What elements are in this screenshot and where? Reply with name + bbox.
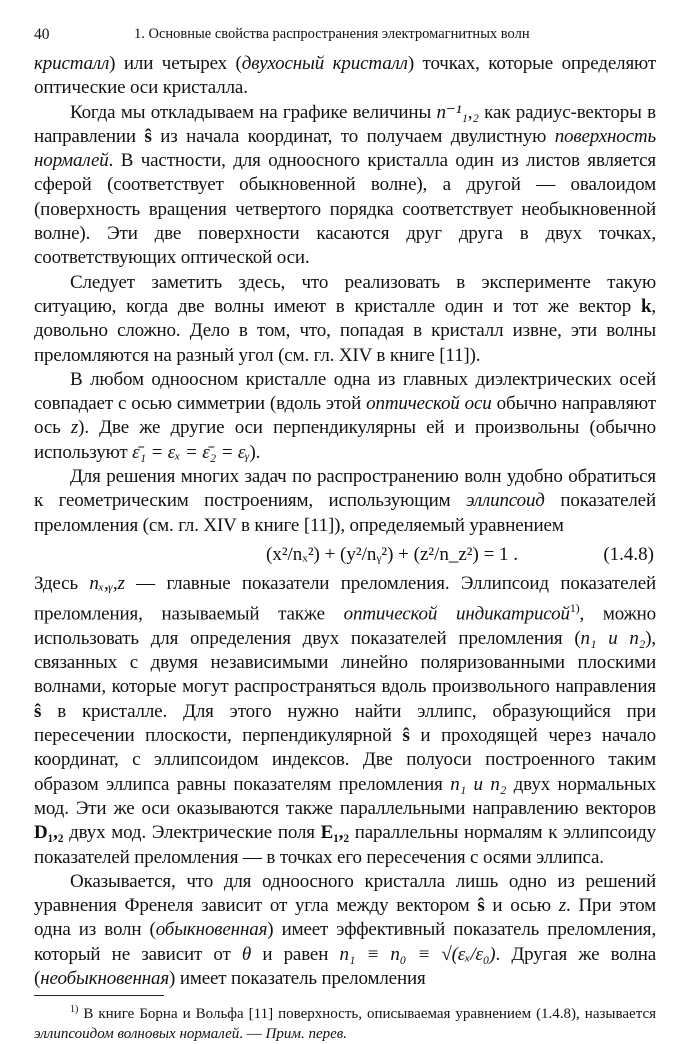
math-n1-n2: n₁ и n₂: [450, 773, 507, 795]
footnote-ref: 1): [569, 601, 580, 616]
term-normal-surface: поверхность нормалей: [34, 125, 656, 172]
running-header: [34, 26, 656, 52]
term-biaxial-crystal: двухосный кристалл: [241, 53, 408, 74]
vector-d: D₁,₂: [34, 822, 64, 844]
page: [34, 26, 656, 1044]
vector-s: ŝ: [34, 700, 42, 722]
term-ordinary: обыкновенная: [155, 919, 268, 941]
math-theta: θ: [241, 943, 252, 965]
vector-s: ŝ: [402, 725, 410, 747]
equation-1-4-8: [34, 542, 656, 572]
paragraph-7: Оказывается, что для одноосного кристалла лишь одно из решений уравнения Френеля зависит от угла между вектором ŝ и осью z. При этом одна из волн (обыкновенная) имеет эффективный показатель преломления, который не зависит от θ и равен n₁ ≡ n₀ ≡ √(εₓ/ε₀). Другая же волна (необыкновенная) имеет показатель преломления: [34, 870, 657, 990]
math-nxyz: nₓ,ᵧ,z: [89, 572, 125, 594]
footnote-mark: 1): [70, 1004, 79, 1016]
vector-k: k: [640, 295, 652, 317]
term-extraordinary: необыкновенная: [40, 968, 170, 990]
term-ellipsoid: эллипсоид: [466, 490, 545, 512]
paragraph-3: Следует заметить здесь, что реализовать в эксперименте такую ситуацию, когда две волны имеют в кристалле один и тот же вектор k, довольно сложно. Дело в том, что, попадая в кристалл извне, эти волны преломляются на разный угол (см. гл. XIV в книге [11]).: [34, 271, 656, 366]
paragraph-5: Для решения многих задач по распространению волн удобно обратиться к геометрическим построениям, использующим эллипсоид показателей преломления (см. гл. XIV в книге [11]), определяемый уравнением: [34, 466, 656, 536]
term-optical-indicatrix: оптической индикатрисой: [343, 603, 570, 625]
equation-number: (1.4.8): [603, 543, 654, 565]
term-uniaxial-end: кристалл: [34, 53, 110, 74]
term-optical-axis: оптической оси: [366, 393, 492, 415]
footnote: $^{1)}$ В книге Борна и Вольфа [11] поверхность, описываемая уравнением (1.4.8), называется эллипсоидом волновых нормалей. — Прим. перев.: [34, 1004, 656, 1043]
vector-e: E₁,₂: [320, 822, 349, 844]
translator-note: Прим. перев.: [265, 1026, 348, 1043]
paragraph-2: Когда мы откладываем на графике величины n⁻¹₁,₂ как радиус-векторы в направлении ŝ из начала координат, то получаем двулистную поверхность нормалей. В частности, для одноосного кристалла один из листов является сферой (соответствует обыкновенной волне), а другой — овалоидом (поверхность вращения четвертого порядка соответствует необыкновенной волне). Эти две поверхности касаются друг друга в двух точках, соответствующих оптической оси.: [34, 101, 656, 269]
page-number: 40: [34, 26, 50, 43]
paragraph-1: кристалл) или четырех (двухосный кристалл) точках, которые определяют оптические оси кристалла.: [34, 53, 656, 99]
math-epsilon: ε̄₁ = εₓ = ε̄₂ = εᵧ: [132, 441, 250, 463]
paragraph-4: В любом одноосном кристалле одна из главных диэлектрических осей совпадает с осью симметрии (вдоль этой оптической оси обычно направляют ось z). Две же другие оси перпендикулярны ей и произвольны (обычно используют ε̄₁ = εₓ = ε̄₂ = εᵧ).: [34, 368, 656, 463]
paragraph-6: Здесь nₓ,ᵧ,z — главные показатели преломления. Эллипсоид показателей преломления, называемый также оптической индикатрисой$^{1)}$, можно использовать для определения двух показателей преломления (n₁ и n₂), связанных с двумя независимыми линейно поляризованными плоскими волнами, которые могут распространяться вдоль произвольного направления ŝ в кристалле. Для этого нужно найти эллипс, образующийся при пересечении плоскости, перпендикулярной ŝ и проходящей через начало координат, с эллипсоидом индексов. Две полуоси построенного таким образом эллипса равны показателям преломления n₁ и n₂ двух нормальных мод. Эти же оси оказываются также параллельными направлению векторов D₁,₂ двух мод. Электрические поля E₁,₂ параллельны нормалям к эллипсоиду показателей преломления — в точках его пересечения с осями эллипса.: [34, 572, 657, 868]
math-n1-n2: n₁ и n₂: [580, 627, 646, 649]
axis-z: z: [558, 895, 567, 917]
math-n0: n₁ ≡ n₀ ≡ √(εₓ/ε₀): [339, 943, 496, 965]
equation-expression: (x²/nₓ²) + (y²/nᵧ²) + (z²/n_z²) = 1 .: [266, 543, 519, 565]
math-inverse-index: n⁻¹₁,₂: [436, 101, 479, 123]
vector-s: ŝ: [477, 895, 485, 917]
term-wave-normal-ellipsoid: эллипсоидом волновых нормалей: [34, 1026, 240, 1043]
running-title: 1. Основные свойства распространения электромагнитных волн: [134, 26, 530, 42]
vector-s: ŝ: [144, 125, 152, 147]
axis-z: z: [70, 417, 79, 439]
